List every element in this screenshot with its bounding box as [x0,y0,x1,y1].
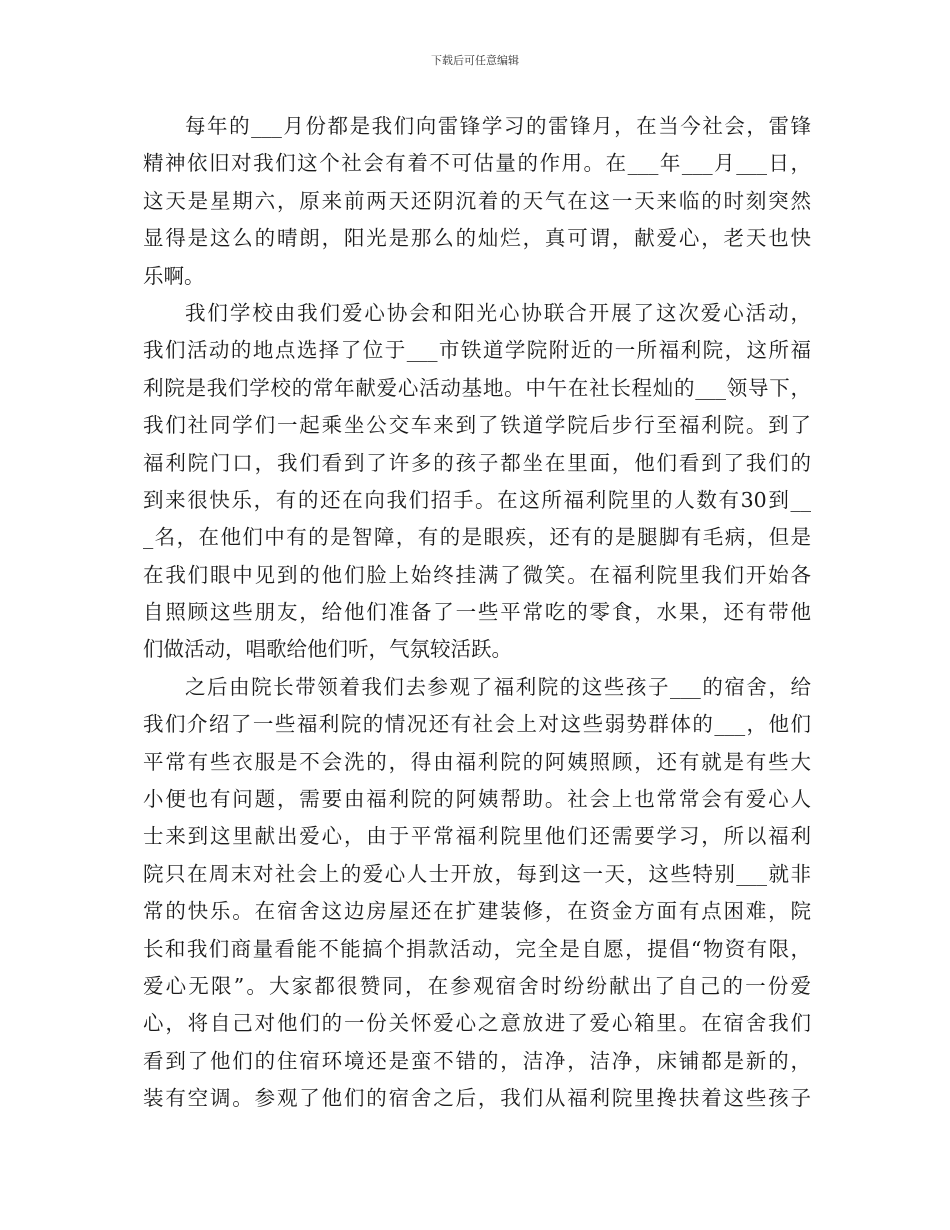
paragraph-3 [143,669,811,1118]
text-line: 小便也有问题，需要由福利院的阿姨帮助。社会上也常常会有爱心人 [143,787,811,812]
text-line: 在我们眼中见到的他们脸上始终挂满了微笑。在福利院里我们开始各 [143,562,811,587]
text-line: 我们学校由我们爱心协会和阳光心协联合开展了这次爱心活动， [185,300,811,325]
text-line: 心，将自己对他们的一份关怀爱心之意放进了爱心箱里。在宿舍我们 [143,1011,811,1036]
text-line: 自照顾这些朋友，给他们准备了一些平常吃的零食，水果，还有带他 [143,600,811,625]
text-line: 装有空调。参观了他们的宿舍之后，我们从福利院里搀扶着这些孩子 [143,1086,811,1111]
text-line: 常的快乐。在宿舍这边房屋还在扩建装修，在资金方面有点困难，院 [143,899,811,924]
text-line: 精神依旧对我们这个社会有着不可估量的作用。在___年___月___日， [143,151,811,176]
text-line: 士来到这里献出爱心，由于平常福利院里他们还需要学习，所以福利 [143,824,811,849]
text-line: 利院是我们学校的常年献爱心活动基地。中午在社长程灿的___领导下， [143,375,811,400]
text-line: 院只在周末对社会上的爱心人士开放，每到这一天，这些特别___就非 [143,861,811,886]
text-line: 之后由院长带领着我们去参观了福利院的这些孩子___的宿舍，给 [185,674,811,699]
page-header: 下载后可任意编辑 [431,54,519,67]
text-line: 到来很快乐，有的还在向我们招手。在这所福利院里的人数有30到__ [143,487,811,512]
text-line: 爱心无限”。大家都很赞同，在参观宿舍时纷纷献出了自己的一份爱 [143,973,811,998]
text-line: 长和我们商量看能不能搞个捐款活动，完全是自愿，提倡“物资有限， [143,936,811,961]
text-line: 每年的___月份都是我们向雷锋学习的雷锋月，在当今社会，雷锋 [185,114,811,138]
text-line: 福利院门口，我们看到了许多的孩子都坐在里面，他们看到了我们的 [143,450,811,475]
text-line: 乐啊。 [143,263,205,288]
text-line: 我们介绍了一些福利院的情况还有社会上对这些弱势群体的___，他们 [143,712,811,737]
paragraph-1 [143,108,811,295]
text-line: 这天是星期六，原来前两天还阴沉着的天气在这一天来临的时刻突然 [143,188,811,213]
text-line: 我们社同学们一起乘坐公交车来到了铁道学院后步行至福利院。到了 [143,413,811,438]
text-line: _名，在他们中有的是智障，有的是眼疾，还有的是腿脚有毛病，但是 [143,525,811,550]
text-line: 我们活动的地点选择了位于___市铁道学院附近的一所福利院，这所福 [143,338,811,363]
document-body [143,108,811,1118]
text-line: 平常有些衣服是不会洗的，得由福利院的阿姨照顾，还有就是有些大 [143,749,811,774]
text-line: 看到了他们的住宿环境还是蛮不错的，洁净，洁净，床铺都是新的， [143,1048,811,1073]
paragraph-2 [143,295,811,669]
text-line: 显得是这么的晴朗，阳光是那么的灿烂，真可谓，献爱心，老天也快 [143,226,811,251]
text-line: 们做活动，唱歌给他们听，气氛较活跃。 [143,637,512,662]
